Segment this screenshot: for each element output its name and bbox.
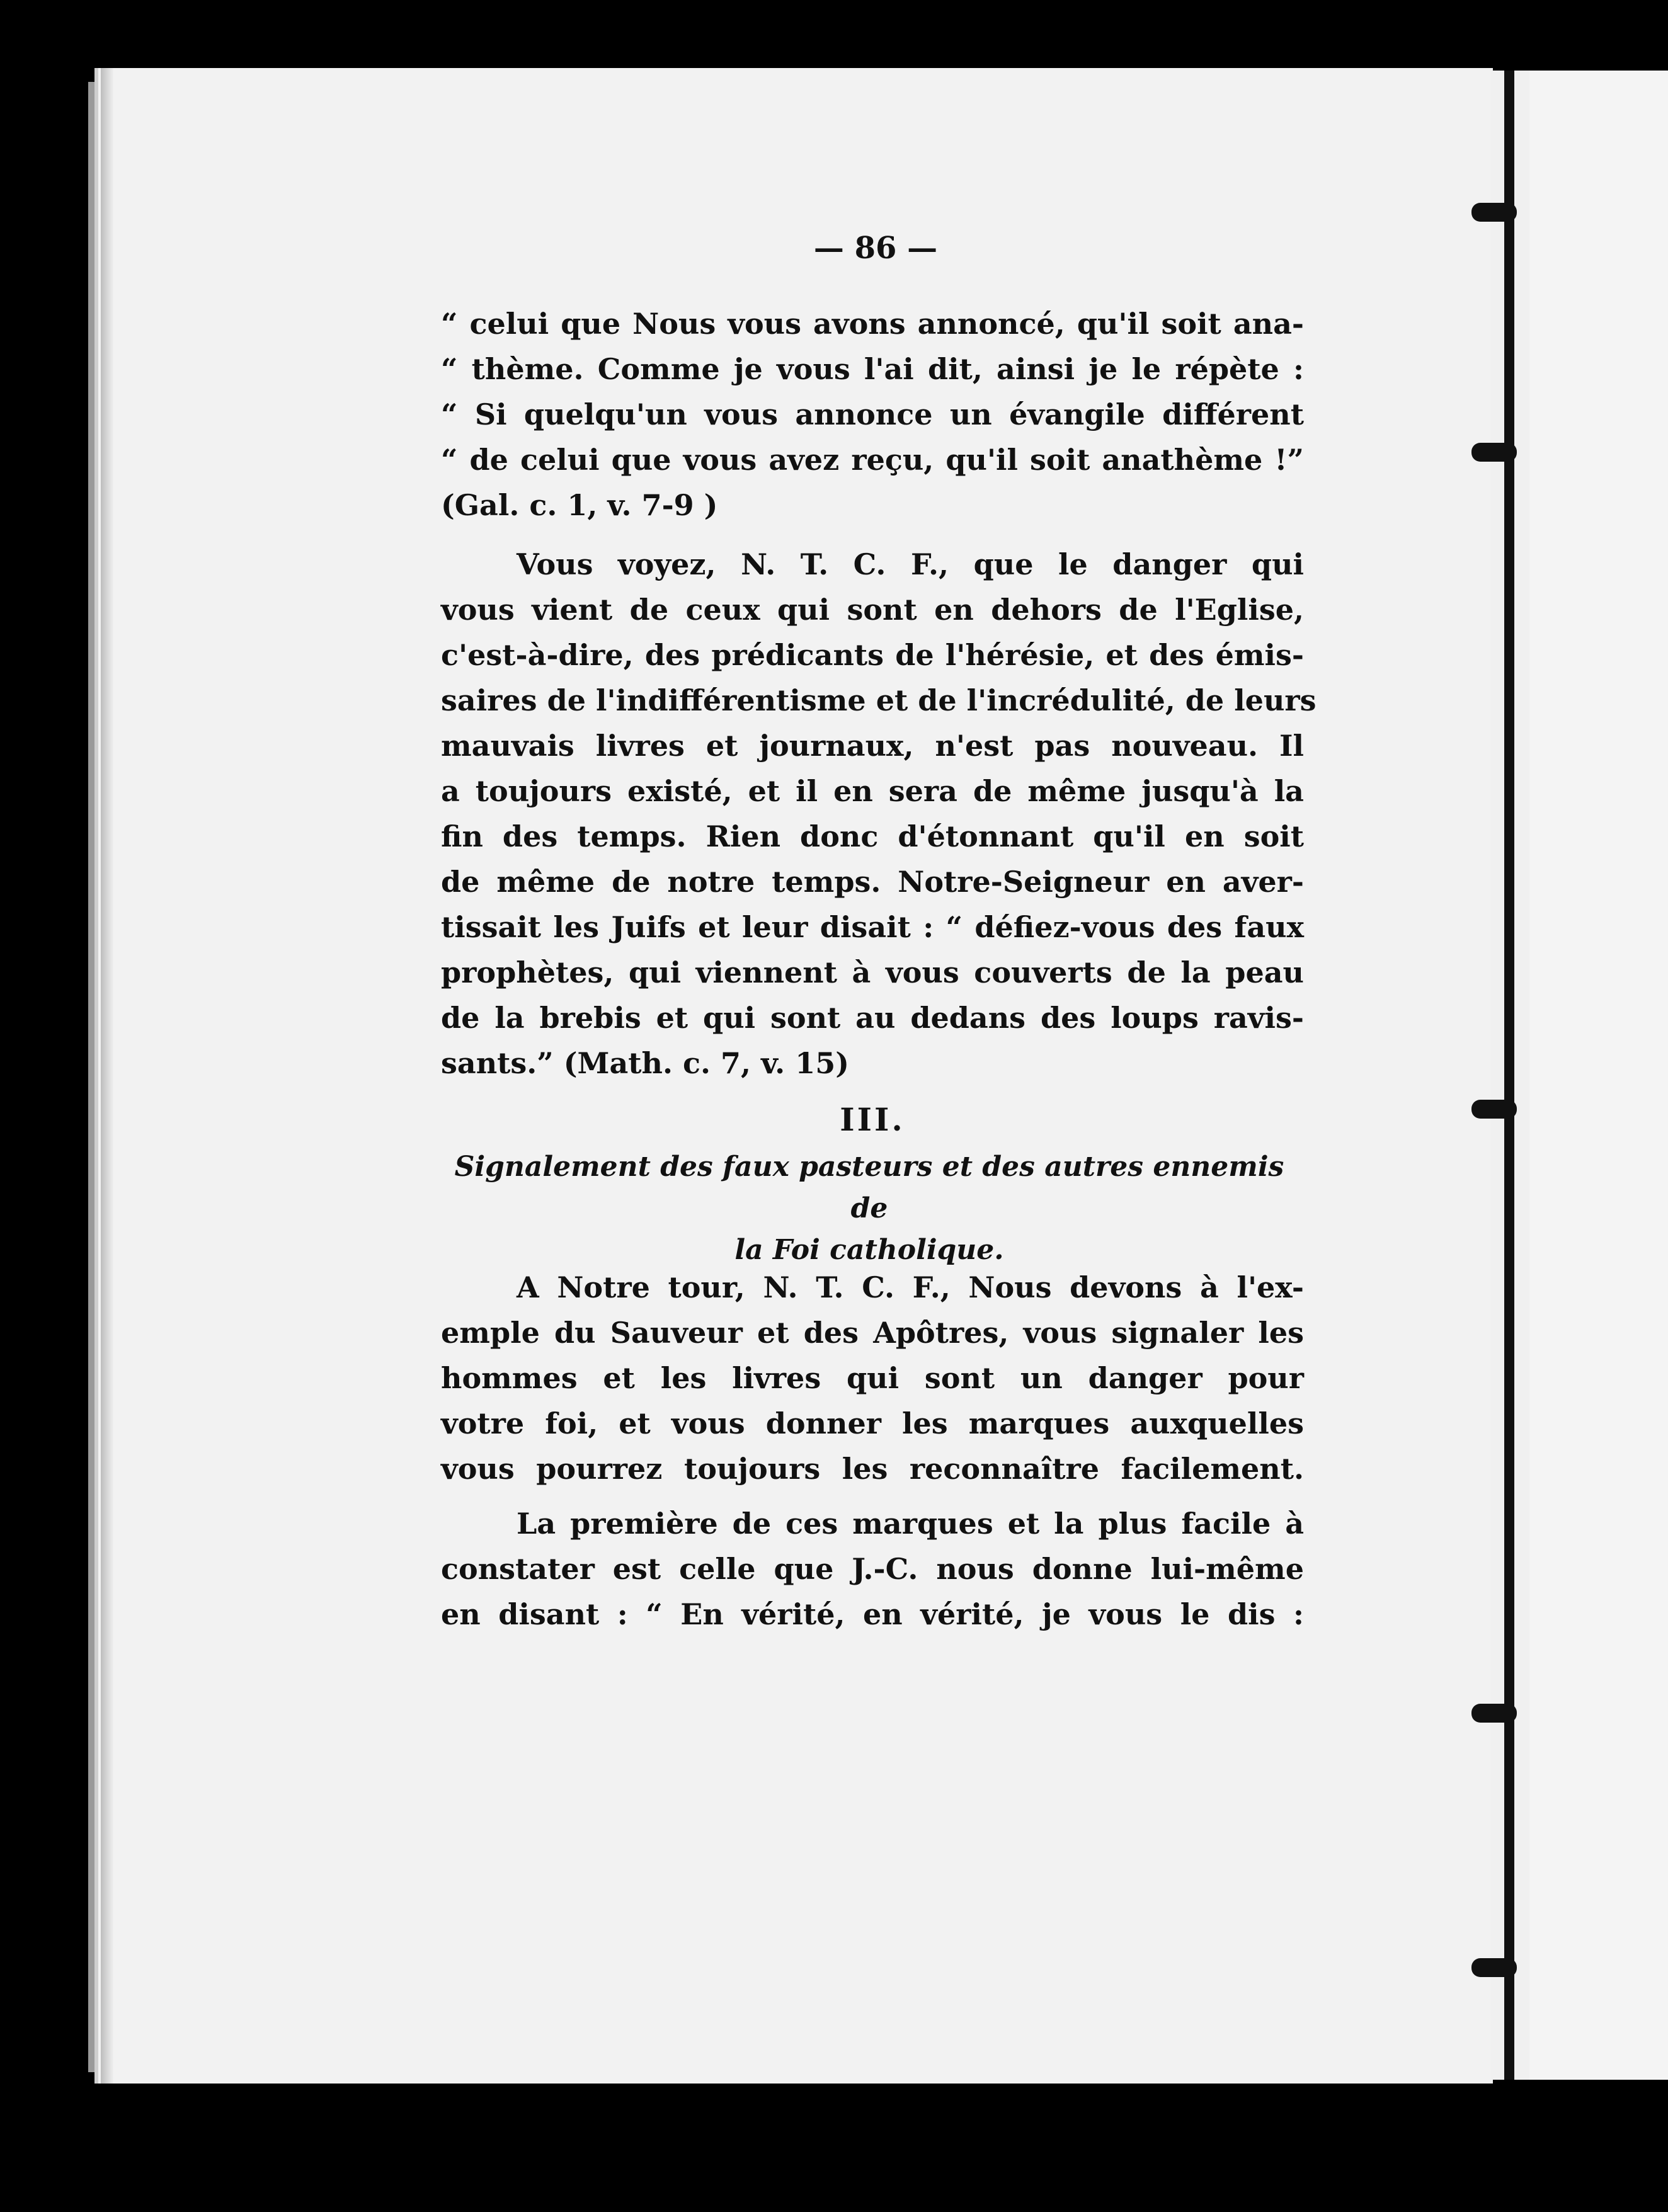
paragraph-line: de la brebis et qui sont au dedans des loups ravis- xyxy=(441,1001,1304,1035)
binding-stitch xyxy=(1471,1704,1517,1723)
scripture-quote xyxy=(441,301,1304,528)
quote-line: “ thème. Comme je vous l'ai dit, ainsi je le répète : xyxy=(441,352,1304,386)
paragraph-line: Vous voyez, N. T. C. F., que le danger qui xyxy=(517,547,1304,581)
page-fold-shadow xyxy=(101,68,113,2084)
paragraph-line: en disant : “ En vérité, en vérité, je vous le dis : xyxy=(441,1597,1304,1631)
binding-stitch xyxy=(1471,203,1517,222)
paragraph-line: prophètes, qui viennent à vous couverts de la peau xyxy=(441,955,1304,989)
binding-stitch xyxy=(1471,1100,1517,1119)
paragraph-line: mauvais livres et journaux, n'est pas nouveau. Il xyxy=(441,729,1304,763)
paragraph-danger xyxy=(441,542,1317,1086)
facing-page-strip xyxy=(1529,71,1668,2080)
paragraph-line: fin des temps. Rien donc d'étonnant qu'il en soit xyxy=(441,819,1304,853)
paragraph-line: sants.” (Math. c. 7, v. 15) xyxy=(441,1046,849,1080)
paragraph-our-turn xyxy=(441,1265,1304,1491)
spine-binding-line xyxy=(1504,71,1514,2080)
paragraph-line: de même de notre temps. Notre-Seigneur en aver- xyxy=(441,865,1304,899)
quote-line: “ celui que Nous vous avons annoncé, qu'il soit ana- xyxy=(441,307,1304,341)
binding-stitch xyxy=(1471,443,1517,462)
quote-citation: (Gal. c. 1, v. 7-9 ) xyxy=(441,488,718,522)
subtitle-line: Signalement des faux pasteurs et des autres ennemis de xyxy=(454,1151,1284,1224)
page-number: — 86 — xyxy=(813,231,938,266)
paragraph-line: a toujours existé, et il en sera de même jusqu'à la xyxy=(441,774,1304,808)
paragraph-line: hommes et les livres qui sont un danger pour xyxy=(441,1361,1304,1395)
paragraph-line: vous vient de ceux qui sont en dehors de l'Eglise, xyxy=(441,593,1304,627)
quote-line: “ de celui que vous avez reçu, qu'il soit anathème !” xyxy=(441,443,1304,477)
paragraph-line: constater est celle que J.-C. nous donne lui-même xyxy=(441,1552,1304,1586)
paragraph-line: emple du Sauveur et des Apôtres, vous signaler les xyxy=(441,1316,1304,1350)
section-heading: III. xyxy=(840,1101,905,1138)
paragraph-first-mark xyxy=(441,1501,1304,1637)
section-subtitle xyxy=(435,1146,1304,1271)
binding-stitch xyxy=(1471,1958,1517,1977)
paragraph-line: A Notre tour, N. T. C. F., Nous devons à l'ex- xyxy=(517,1270,1304,1304)
paragraph-line: c'est-à-dire, des prédicants de l'hérésie, et des émis- xyxy=(441,638,1304,672)
subtitle-line: la Foi catholique. xyxy=(734,1234,1004,1266)
paragraph-line: votre foi, et vous donner les marques auxquelles xyxy=(441,1406,1304,1440)
paragraph-line: vous pourrez toujours les reconnaître facilement. xyxy=(441,1452,1304,1486)
paragraph-line: La première de ces marques et la plus facile à xyxy=(517,1507,1304,1541)
quote-line: “ Si quelqu'un vous annonce un évangile différent xyxy=(441,397,1304,431)
paragraph-line: saires de l'indifférentisme et de l'incrédulité, de leurs xyxy=(441,683,1317,717)
paragraph-line: tissait les Juifs et leur disait : “ défiez-vous des faux xyxy=(441,910,1304,944)
